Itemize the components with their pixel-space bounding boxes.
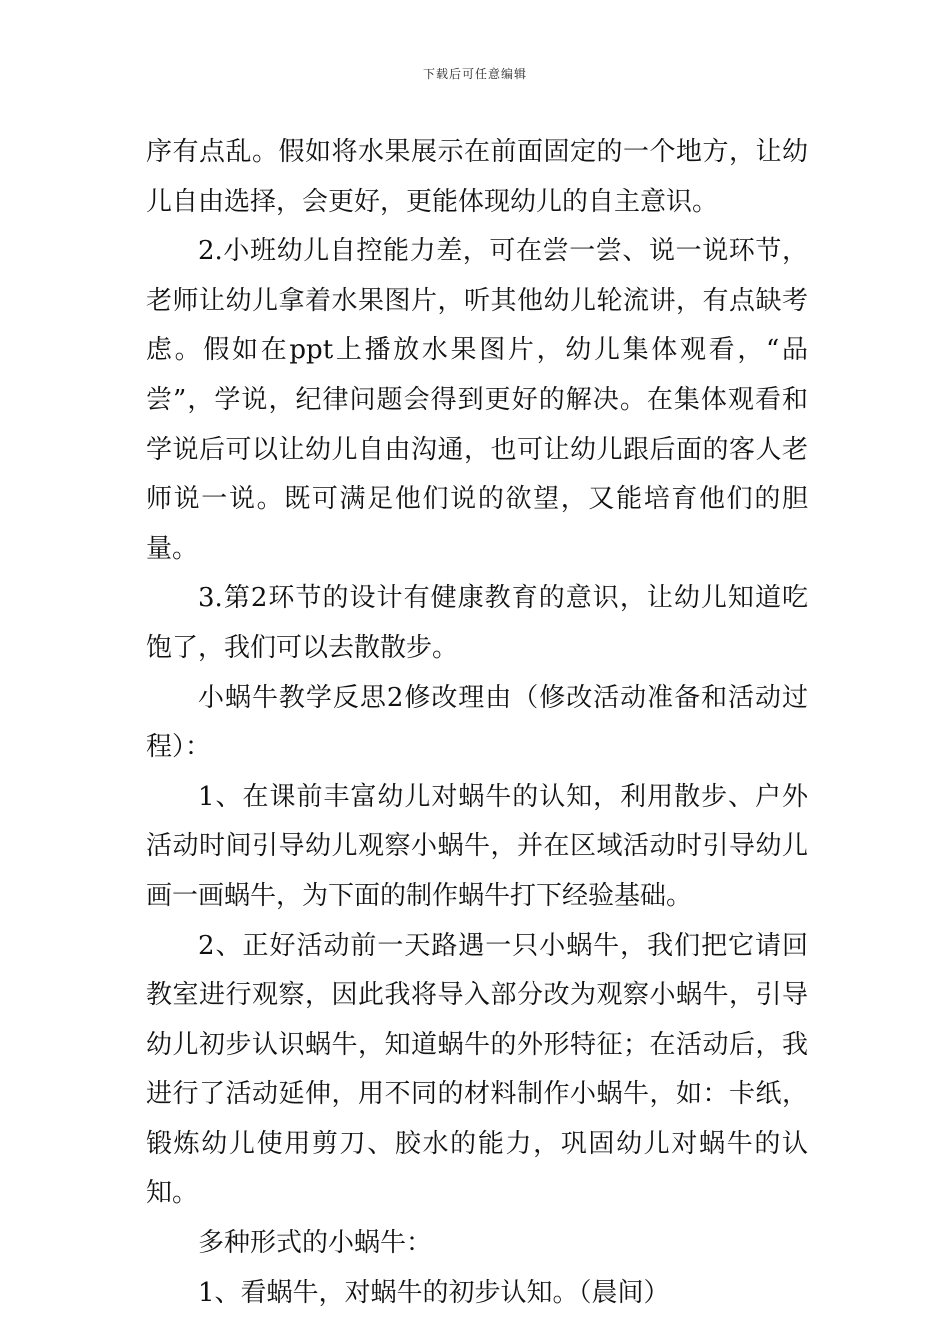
page-header: 下载后可任意编辑 [422, 67, 527, 81]
paragraph-forms-heading: 多种形式的小蜗牛： [198, 1228, 433, 1259]
paragraph-point-1: 1、在课前丰富幼儿对蜗牛的认知，利用散步、户外活动时间引导幼儿观察小蜗牛，并在区域活动时引导幼儿画一画蜗牛，为下面的制作蜗牛打下经验基础。 [146, 781, 808, 911]
paragraph-item-3: 3.第2环节的设计有健康教育的意识，让幼儿知道吃饱了，我们可以去散散步。 [146, 583, 808, 663]
paragraph-point-2: 2、正好活动前一天路遇一只小蜗牛，我们把它请回教室进行观察，因此我将导入部分改为观察小蜗牛，引导幼儿初步认识蜗牛，知道蜗牛的外形特征；在活动后，我进行了活动延伸，用不同的材料制作小蜗牛，如：卡纸，锻炼幼儿使用剪刀、胶水的能力，巩固幼儿对蜗牛的认知。 [146, 930, 808, 1209]
paragraph-form-1: 1、看蜗牛，对蜗牛的初步认知。（晨间） [198, 1277, 670, 1308]
document-body [146, 128, 808, 1318]
paragraph-item-2: 2.小班幼儿自控能力差，可在尝一尝、说一说环节，老师让幼儿拿着水果图片，听其他幼儿轮流讲，有点缺考虑。假如在ppt上播放水果图片，幼儿集体观看，“品尝”，学说，纪律问题会得到更好的解决。在集体观看和学说后可以让幼儿自由沟通，也可让幼儿跟后面的客人老师说一说。既可满足他们说的欲望，又能培育他们的胆量。 [146, 236, 808, 564]
paragraph-continued: 序有点乱。假如将水果展示在前面固定的一个地方，让幼儿自由选择，会更好，更能体现幼儿的自主意识。 [146, 137, 808, 217]
paragraph-reflection-heading: 小蜗牛教学反思2修改理由（修改活动准备和活动过程）： [146, 682, 808, 763]
